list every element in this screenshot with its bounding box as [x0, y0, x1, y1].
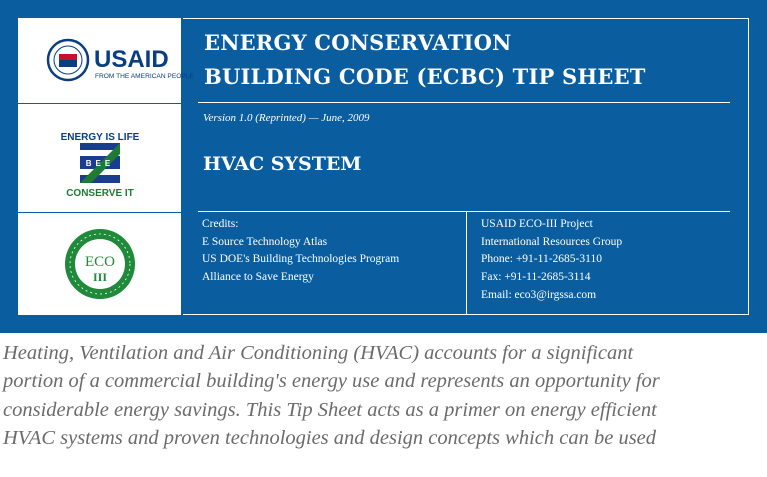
eco-logo-cell	[18, 213, 181, 315]
document-title-line-2: BUILDING CODE (ECBC) TIP SHEET	[204, 64, 646, 89]
credits-line: Alliance to Save Energy	[202, 271, 314, 284]
bee-logo	[18, 104, 181, 213]
contact-line: USAID ECO-III Project	[481, 218, 593, 230]
credits-line: E Source Technology Atlas	[202, 235, 328, 248]
section-subtitle: HVAC SYSTEM	[203, 153, 362, 175]
contact-line: International Resources Group	[481, 235, 623, 248]
credits-block	[202, 216, 399, 287]
eco-numeral: III	[92, 270, 108, 284]
intro-paragraph	[3, 339, 765, 452]
column-divider	[466, 211, 467, 314]
eco-logo	[18, 213, 181, 315]
usaid-wordmark: USAID	[94, 46, 169, 73]
contact-fax: Fax: +91-11-2685-3114	[481, 271, 591, 284]
credits-divider	[198, 211, 730, 212]
bee-tagline-bottom: CONSERVE IT	[66, 188, 134, 199]
intro-line: HVAC systems and proven technologies and design concepts which can be used	[3, 426, 657, 449]
credits-line: Credits:	[202, 218, 239, 230]
bee-logo-cell	[18, 104, 181, 213]
version-label: Version 1.0 (Reprinted) — June, 2009	[203, 112, 370, 124]
intro-line: portion of a commercial building's energy use and represents an opportunity for	[3, 370, 660, 393]
usaid-tagline: FROM THE AMERICAN PEOPLE	[95, 73, 194, 80]
eco-text: ECO	[85, 254, 115, 270]
intro-line: considerable energy savings. This Tip Sheet acts as a primer on energy efficient	[3, 398, 657, 421]
contact-phone: Phone: +91-11-2685-3110	[481, 253, 602, 266]
intro-line: Heating, Ventilation and Air Conditioning (HVAC) accounts for a significant	[3, 342, 634, 364]
title-divider	[198, 102, 730, 103]
usaid-logo-cell	[18, 18, 194, 104]
usaid-seal-band	[59, 54, 77, 60]
logo-column	[18, 18, 194, 315]
usaid-logo	[18, 18, 194, 104]
credits-line: US DOE's Building Technologies Program	[202, 253, 400, 266]
document-title-line-1: ENERGY CONSERVATION	[204, 30, 512, 55]
contact-block	[481, 216, 622, 305]
bee-tagline-top: ENERGY IS LIFE	[60, 132, 140, 143]
contact-email[interactable]: Email: eco3@irgssa.com	[481, 288, 597, 301]
bee-letters: BEE	[85, 159, 115, 168]
